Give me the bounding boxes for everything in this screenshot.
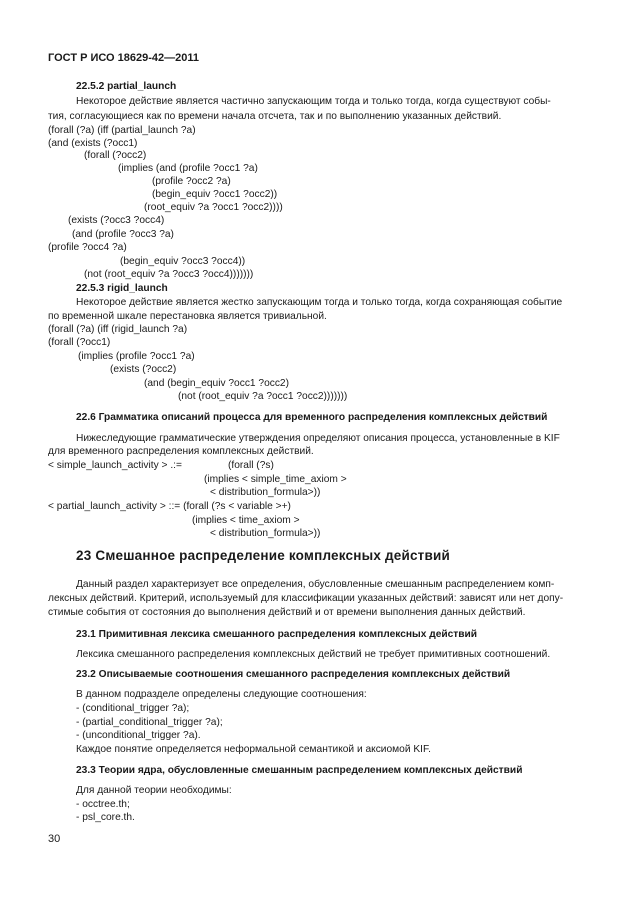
section-title-22-5-2: 22.5.2 partial_launch <box>76 81 177 92</box>
section-title-23-3: 23.3 Теории ядра, обусловленные смешанным распределением комплексных действий <box>76 765 523 776</box>
paragraph-line: Некоторое действие является частично запускающим тогда и только тогда, когда существуют собы- <box>76 96 551 107</box>
grammar-line: (implies < simple_time_axiom > <box>204 474 347 485</box>
list-item: - (partial_conditional_trigger ?a); <box>76 717 223 728</box>
section-title-22-5-3: 22.5.3 rigid_launch <box>76 283 168 294</box>
grammar-line: < simple_launch_activity > .:= <box>48 460 182 471</box>
code-line: (forall (?a) (iff (rigid_launch ?a) <box>48 324 188 335</box>
paragraph-line: по временной шкале перестановка является тривиальной. <box>48 311 327 322</box>
grammar-line: < distribution_formula>)) <box>210 487 321 498</box>
paragraph-line: для временного распределения комплексных действий. <box>48 446 314 457</box>
code-line: (forall (?a) (iff (partial_launch ?a) <box>48 125 196 136</box>
grammar-line: < distribution_formula>)) <box>210 528 321 539</box>
page-header: ГОСТ Р ИСО 18629-42—2011 <box>48 52 200 64</box>
paragraph-line: Некоторое действие является жестко запускающим тогда и только тогда, когда сохраняющая событие <box>76 297 563 308</box>
code-line: (profile ?occ2 ?a) <box>152 176 231 187</box>
code-line: (and (begin_equiv ?occ1 ?occ2) <box>144 378 289 389</box>
section-title-23-2: 23.2 Описываемые соотношения смешанного распределения комплексных действий <box>76 669 511 680</box>
list-item: - (conditional_trigger ?a); <box>76 703 190 714</box>
code-line: (implies (profile ?occ1 ?a) <box>78 351 195 362</box>
list-item: - psl_core.th. <box>76 812 135 823</box>
code-line: (forall (?occ2) <box>84 150 147 161</box>
section-title-23-1: 23.1 Примитивная лексика смешанного распределения комплексных действий <box>76 629 478 640</box>
paragraph-line: В данном подразделе определены следующие соотношения: <box>76 689 367 700</box>
code-line: (and (profile ?occ3 ?a) <box>72 229 174 240</box>
list-item: - occtree.th; <box>76 799 130 810</box>
grammar-line: < partial_launch_activity > ::= (forall (?s < variable >+) <box>48 501 291 512</box>
paragraph-line: Для данной теории необходимы: <box>76 785 232 796</box>
paragraph-line: Данный раздел характеризует все определения, обусловленные смешанным распределением комп- <box>76 579 555 590</box>
code-line: (begin_equiv ?occ3 ?occ4)) <box>120 256 246 267</box>
code-line: (forall (?occ1) <box>48 337 111 348</box>
paragraph-line: Нижеследующие грамматические утверждения определяют описания процесса, установленные в KIF <box>76 433 560 444</box>
paragraph-line: Лексика смешанного распределения комплексных действий не требует примитивных соотношений. <box>76 649 551 660</box>
code-line: (not (root_equiv ?a ?occ1 ?occ2))))))) <box>178 391 348 402</box>
code-line: (implies (and (profile ?occ1 ?a) <box>118 163 258 174</box>
code-line: (exists (?occ2) <box>110 364 177 375</box>
section-heading-23: 23 Смешанное распределение комплексных действий <box>76 548 450 563</box>
page-number: 30 <box>48 833 61 845</box>
paragraph-line: тия, согласующиеся как по времени начала отсчета, так и по выполнению указанных действий. <box>48 111 502 122</box>
code-line: (begin_equiv ?occ1 ?occ2)) <box>152 189 278 200</box>
code-line: (root_equiv ?a ?occ1 ?occ2)))) <box>144 202 283 213</box>
grammar-line: (forall (?s) <box>228 460 274 471</box>
code-line: (not (root_equiv ?a ?occ3 ?occ4))))))) <box>84 269 254 280</box>
code-line: (and (exists (?occ1) <box>48 138 138 149</box>
code-line: (exists (?occ3 ?occ4) <box>68 215 165 226</box>
list-item: - (unconditional_trigger ?a). <box>76 730 201 741</box>
section-title-22-6: 22.6 Грамматика описаний процесса для временного распределения комплексных действий <box>76 412 548 423</box>
paragraph-line: Каждое понятие определяется неформальной семантикой и аксиомой KIF. <box>76 744 431 755</box>
paragraph-line: стимые события от состояния до выполнения действий и от времени выполнения данных действий. <box>48 607 526 618</box>
grammar-line: (implies < time_axiom > <box>192 515 300 526</box>
code-line: (profile ?occ4 ?a) <box>48 242 127 253</box>
paragraph-line: лексных действий. Критерий, используемый для классификации указанных действий: зависят или нет допу- <box>48 593 564 604</box>
